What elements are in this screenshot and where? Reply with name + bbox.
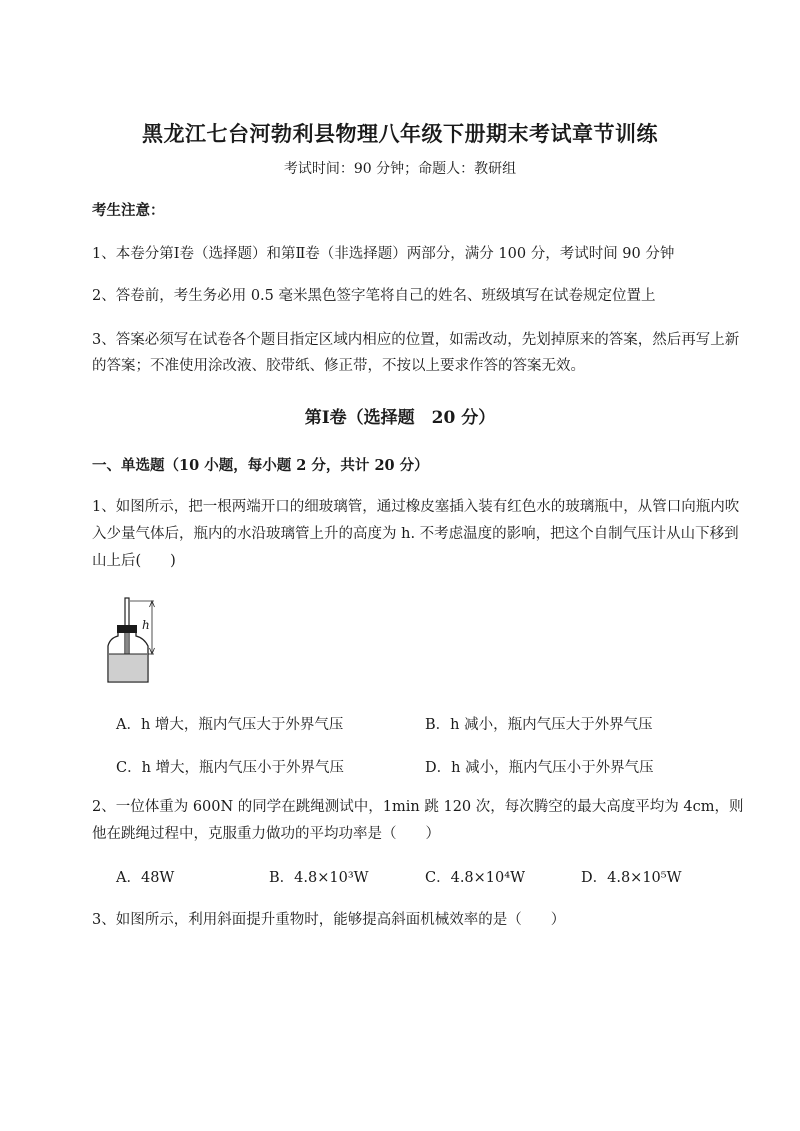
figure-label-h: h [142, 618, 150, 632]
exam-title: 黑龙江七台河勃利县物理八年级下册期末考试章节训练 [142, 121, 658, 146]
q2-option-a: A．48W [116, 870, 175, 886]
exam-subtitle: 考试时间：90 分钟；命题人：教研组 [283, 161, 517, 177]
part-heading: 一、单选题（10 小题，每小题 2 分，共计 20 分） [92, 457, 429, 474]
question-1-text: 1、如图所示，把一根两端开口的细玻璃管，通过橡皮塞插入装有红色水的玻璃瓶中，从管口向瓶内吹入少量气体后，瓶内的水沿玻璃管上升的高度为 h. 不考虑温度的影响，把这个自制气压计从山下移到山上后( ) [92, 499, 740, 569]
q2-option-c: C．4.8×10⁴W [425, 870, 525, 886]
q1-option-d: D．h 减小，瓶内气压小于外界气压 [425, 760, 654, 776]
q2-option-b: B．4.8×10³W [269, 870, 369, 886]
notice-heading: 考生注意： [92, 202, 165, 219]
notice-item-3: 3、答案必须写在试卷各个题目指定区域内相应的位置，如需改动，先划掉原来的答案，然后再写上新的答案；不准使用涂改液、胶带纸、修正带，不按以上要求作答的答案无效。 [92, 332, 740, 374]
question-3-text: 3、如图所示，利用斜面提升重物时，能够提高斜面机械效率的是（ ） [92, 912, 566, 928]
notice-item-2: 2、答卷前，考生务必用 0.5 毫米黑色签字笔将自己的姓名、班级填写在试卷规定位置上 [92, 288, 656, 304]
q2-option-d: D．4.8×10⁵W [581, 870, 682, 886]
q1-option-a: A．h 增大，瓶内气压大于外界气压 [116, 717, 344, 733]
question-2-text: 2、一位体重为 600N 的同学在跳绳测试中，1min 跳 120 次，每次腾空的最大高度平均为 4cm，则他在跳绳过程中，克服重力做功的平均功率是（ ） [92, 799, 744, 842]
q1-option-c: C．h 增大，瓶内气压小于外界气压 [116, 760, 345, 776]
notice-item-1: 1、本卷分第Ⅰ卷（选择题）和第Ⅱ卷（非选择题）两部分，满分 100 分，考试时间 90 分钟 [92, 246, 675, 262]
section-title: 第Ⅰ卷（选择题 20 分） [304, 408, 496, 428]
q1-option-b: B．h 减小，瓶内气压大于外界气压 [425, 717, 653, 733]
barometer-figure [100, 596, 170, 688]
